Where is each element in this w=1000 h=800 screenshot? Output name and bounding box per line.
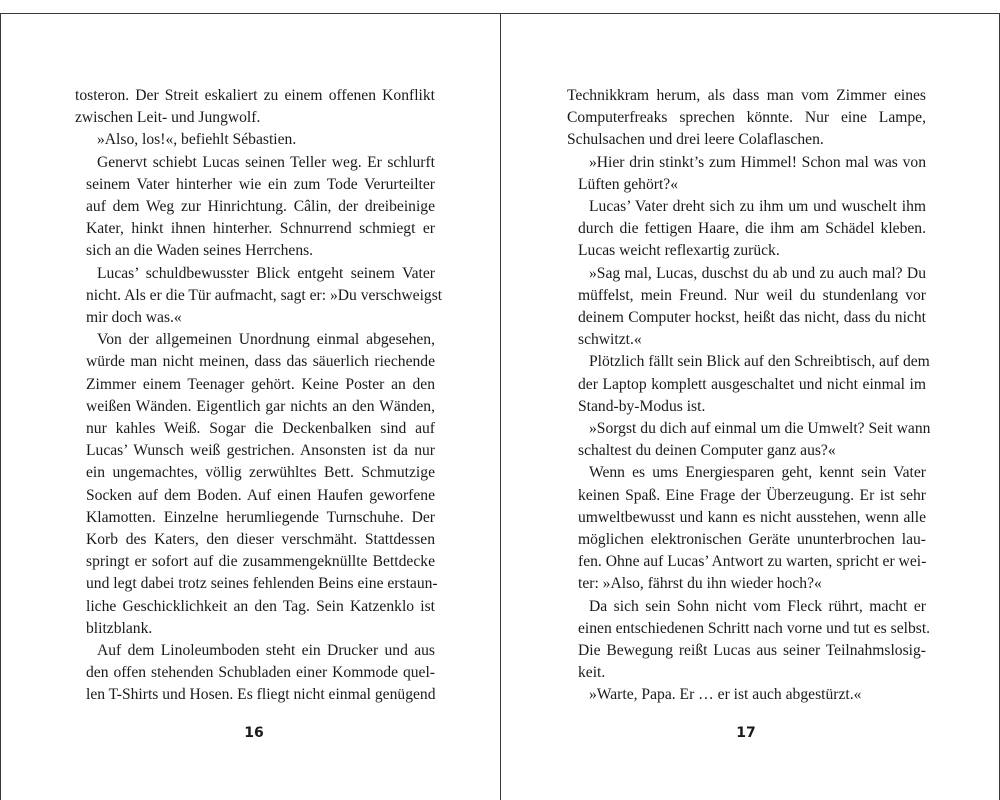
text-line: umweltbewusst und kann es nicht ausstehen, wenn alle	[578, 508, 926, 526]
text-line: nur kahles Weiß. Sogar die Deckenbalken sind auf	[86, 420, 435, 438]
paragraph	[567, 596, 931, 685]
text-line: Schulsachen und drei leere Colaflaschen.	[567, 131, 824, 149]
paragraph	[567, 263, 926, 352]
text-line: würde man nicht meinen, dass das säuerlich riechende	[86, 353, 435, 371]
text-line: blitzblank.	[86, 619, 153, 637]
text-line: »Sag mal, Lucas, duschst du ab und zu auch mal? Du	[589, 264, 926, 282]
text-line: Klamotten. Einzelne herumliegende Turnschuhe. Der	[86, 508, 435, 526]
text-line: Zimmer einem Teenager gehört. Keine Poster an den	[86, 375, 435, 393]
text-line: Lucas’ schuldbewusster Blick entgeht seinem Vater	[97, 264, 435, 282]
paragraph	[567, 152, 926, 196]
paragraph	[567, 351, 930, 418]
right-page-text	[567, 85, 931, 707]
text-line: schaltest du deinen Computer ganz aus?«	[578, 442, 836, 460]
left-page-text	[75, 85, 443, 707]
text-line: Da sich sein Sohn nicht vom Fleck rührt, macht er	[589, 597, 926, 615]
text-line: fen. Ohne auf Lucas’ Antwort zu warten, spricht er wei-	[578, 553, 927, 571]
text-line: Computerfreaks sprechen könnte. Nur eine Lampe,	[567, 109, 926, 127]
text-line: liche Geschicklichkeit an den Tag. Sein Katzenklo ist	[86, 597, 435, 615]
page-number-left: 16	[244, 725, 264, 741]
text-line: auf dem Weg zur Hinrichtung. Câlin, der dreibeinige	[86, 198, 435, 216]
text-line: tosteron. Der Streit eskaliert zu einem offenen Konflikt	[75, 87, 435, 104]
text-line: schwitzt.«	[578, 331, 642, 349]
text-line: müffelst, mein Freund. Nur weil du stundenlang vor	[578, 286, 926, 304]
text-line: len T-Shirts und Hosen. Es fliegt nicht einmal genügend	[86, 686, 436, 704]
text-line: Genervt schiebt Lucas seinen Teller weg. Er schlurft	[97, 153, 435, 171]
text-line: nicht. Als er die Tür aufmacht, sagt er: »Du verschweigst	[86, 286, 443, 304]
text-line: Kater, hinkt ihnen hinterher. Schnurrend schmiegt er	[86, 220, 435, 238]
page-border-left	[0, 13, 1, 800]
text-line: springt er sofort auf die zusammengeknüllte Bettdecke	[86, 553, 435, 571]
page-gutter-divider	[500, 13, 501, 800]
paragraph	[567, 462, 926, 595]
text-line: Stand-by-Modus ist.	[578, 397, 706, 415]
text-line: zwischen Leit- und Jungwolf.	[75, 109, 261, 127]
text-line: Korb des Katers, den dieser verschmäht. Stattdessen	[86, 531, 435, 549]
page-number-right: 17	[736, 725, 756, 741]
paragraph	[567, 85, 926, 152]
text-line: ter: »Also, fährst du ihn wieder hoch?«	[578, 575, 822, 593]
paragraph	[75, 263, 443, 330]
text-line: einen entschiedenen Schritt nach vorne und tut es selbst.	[578, 619, 931, 637]
text-line: »Sorgst du dich auf einmal um die Umwelt? Seit wann	[589, 420, 931, 438]
text-line: Socken auf dem Boden. Auf einen Haufen geworfene	[86, 486, 435, 504]
text-line: »Hier drin stinkt’s zum Himmel! Schon mal was von	[589, 153, 926, 171]
text-line: seinem Vater hinterher wie ein zum Tode Verurteilter	[86, 175, 435, 193]
paragraph	[567, 196, 926, 263]
text-line: Lucas weicht reflexartig zurück.	[578, 242, 780, 260]
text-line: keit.	[578, 664, 606, 682]
paragraph	[75, 85, 435, 129]
text-line: der Laptop komplett ausgeschaltet und nicht einmal im	[578, 375, 926, 393]
text-line: den offen stehenden Schubladen einer Kommode quel-	[86, 664, 435, 682]
text-line: Wenn es ums Energiesparen geht, kennt sein Vater	[589, 464, 926, 482]
paragraph	[75, 152, 435, 263]
paragraph	[567, 418, 931, 462]
paragraph	[567, 684, 926, 706]
paragraph	[75, 129, 435, 151]
text-line: Lucas’ Vater dreht sich zu ihm um und wuschelt ihm	[589, 198, 926, 216]
text-line: mir doch was.«	[86, 309, 182, 327]
text-line: durch die fettigen Haare, die ihm am Schädel kleben.	[578, 220, 926, 238]
text-line: und legt dabei trotz seines fehlenden Beins eine erstaun-	[86, 575, 438, 593]
text-line: »Warte, Papa. Er … er ist auch abgestürzt.«	[589, 686, 862, 704]
text-line: deinem Computer hockst, heißt das nicht, dass du nicht	[578, 309, 926, 327]
text-line: möglichen elektronischen Geräte ununterbrochen lau-	[578, 531, 926, 549]
text-line: ein ungemachtes, völlig zerwühltes Bett. Schmutzige	[86, 464, 435, 482]
text-line: Lucas’ Wunsch weiß gestrichen. Ansonsten ist da nur	[86, 442, 435, 460]
text-line: »Also, los!«, befiehlt Sébastien.	[97, 131, 297, 149]
text-line: sich an die Waden seines Herrchens.	[86, 242, 314, 260]
text-line: Technikkram herum, als dass man vom Zimmer eines	[567, 87, 926, 104]
text-line: weißen Wänden. Eigentlich gar nichts an den Wänden,	[86, 397, 435, 415]
paragraph	[75, 640, 435, 707]
text-line: Lüften gehört?«	[578, 175, 679, 193]
paragraph	[75, 329, 438, 640]
text-line: Auf dem Linoleumboden steht ein Drucker und aus	[97, 642, 435, 660]
text-line: Plötzlich fällt sein Blick auf den Schreibtisch, auf dem	[589, 353, 930, 371]
text-line: Die Bewegung reißt Lucas aus seiner Teilnahmslosig-	[578, 642, 926, 660]
text-line: keinen Spaß. Eine Frage der Überzeugung. Er ist sehr	[578, 486, 926, 504]
text-line: Von der allgemeinen Unordnung einmal abgesehen,	[97, 331, 435, 349]
